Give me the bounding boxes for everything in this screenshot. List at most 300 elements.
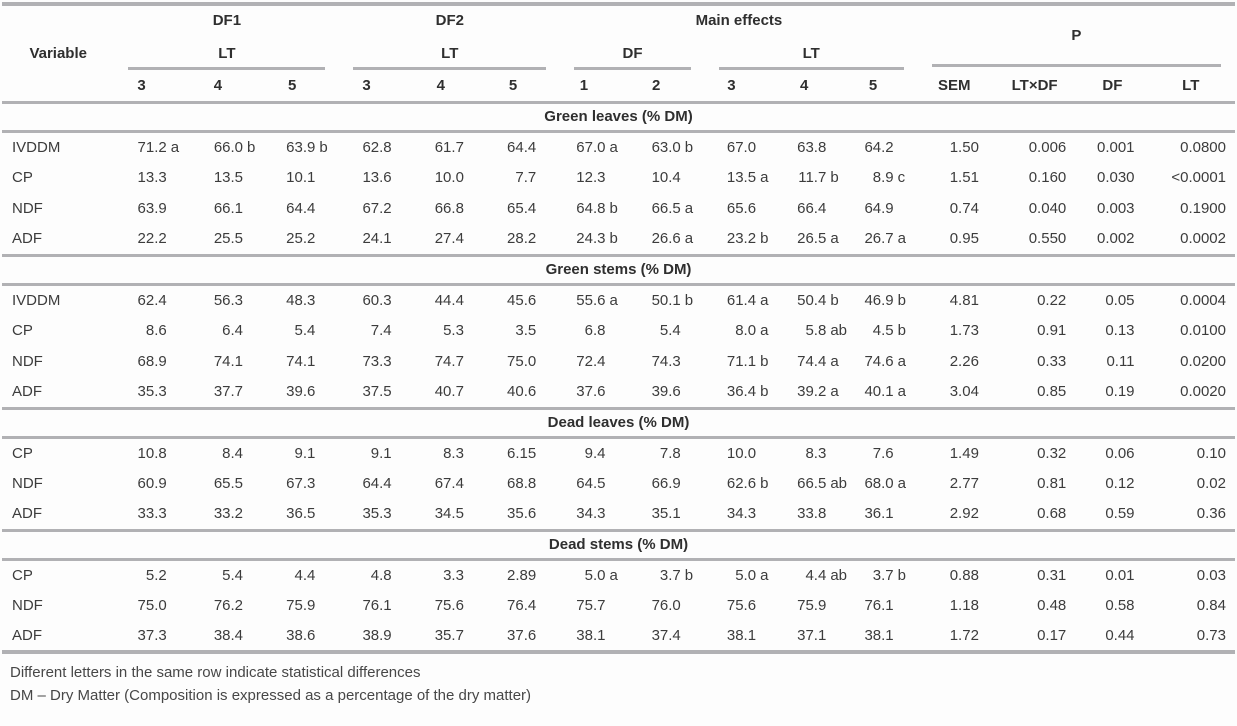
data-cell: 0.0800	[1180, 138, 1226, 156]
data-cell	[416, 559, 488, 590]
data-cell	[780, 377, 850, 408]
data-cell	[780, 193, 850, 224]
cell-value: 60.3	[362, 291, 392, 309]
cell-value: 12.3	[576, 169, 606, 186]
cell-value: 39.6	[651, 383, 681, 401]
cell-value: 35.7	[434, 627, 464, 644]
table-row	[2, 437, 1235, 468]
data-cell	[267, 559, 339, 590]
data-cell: 4.81	[949, 291, 979, 309]
data-cell	[114, 499, 190, 530]
cell-value: 5.0	[584, 566, 606, 584]
data-cell	[780, 224, 850, 255]
data-cell: 0.85	[1037, 383, 1067, 401]
table-row	[2, 193, 1235, 224]
data-cell	[630, 621, 705, 652]
data-cell: 1.50	[949, 138, 979, 156]
data-cell	[416, 377, 488, 408]
data-cell	[114, 621, 190, 652]
cell-value: 7.6	[872, 444, 894, 462]
section-title: Green stems (% DM)	[2, 255, 1235, 284]
significance-letter: b	[760, 230, 769, 248]
cell-value: 38.1	[726, 627, 757, 644]
column-header: LT×DF	[991, 70, 1078, 102]
data-cell	[267, 499, 339, 530]
data-cell	[114, 377, 190, 408]
data-cell	[114, 590, 190, 621]
section-row	[2, 530, 1235, 559]
data-cell: 0.06	[1105, 444, 1135, 462]
cell-value: 36.4	[726, 383, 757, 401]
data-cell	[339, 377, 415, 408]
cell-value: 75.0	[137, 597, 167, 614]
data-cell	[705, 437, 780, 468]
data-cell: 0.48	[1037, 597, 1067, 614]
subgroup-header-lt-df2	[339, 34, 560, 70]
data-cell	[560, 162, 629, 193]
data-cell: 0.1900	[1180, 200, 1226, 217]
lt-main-label: LT	[719, 45, 904, 70]
data-cell	[705, 468, 780, 499]
group-header-df1: DF1	[212, 11, 242, 29]
cell-value: 13.3	[137, 169, 167, 186]
data-cell	[416, 315, 488, 346]
data-cell	[114, 131, 190, 162]
data-cell	[267, 468, 339, 499]
data-cell: 0.22	[1037, 291, 1067, 309]
cell-value: 35.6	[507, 505, 537, 523]
significance-letter: b	[684, 291, 694, 309]
table-row	[2, 621, 1235, 652]
table-header	[2, 4, 1235, 102]
column-header: 4	[780, 70, 850, 102]
cell-value: 68.9	[137, 353, 167, 370]
data-cell	[705, 621, 780, 652]
cell-value: 4.5	[872, 322, 894, 339]
cell-value: 8.3	[443, 444, 464, 462]
significance-letter: b	[684, 138, 694, 156]
row-label: IVDDM	[12, 138, 61, 156]
cell-value: 65.4	[507, 200, 537, 217]
section-title: Green leaves (% DM)	[2, 102, 1235, 131]
data-cell: 3.04	[949, 383, 979, 401]
table-row	[2, 468, 1235, 499]
row-label: CP	[12, 322, 33, 339]
cell-value: 67.3	[286, 475, 316, 492]
cell-value: 63.0	[651, 138, 681, 156]
data-cell	[705, 193, 780, 224]
cell-value: 26.6	[651, 230, 681, 248]
cell-value: 75.6	[434, 597, 464, 614]
data-cell	[191, 162, 267, 193]
cell-value: 68.0	[864, 475, 894, 492]
data-cell	[267, 131, 339, 162]
data-cell: 0.003	[1096, 200, 1135, 217]
data-cell	[416, 284, 488, 315]
data-cell	[488, 468, 560, 499]
significance-letter: c	[897, 169, 906, 186]
cell-value: 74.7	[434, 353, 464, 370]
significance-letter: a	[897, 383, 906, 401]
data-cell	[488, 131, 560, 162]
column-header: 3	[705, 70, 780, 102]
data-cell	[488, 559, 560, 590]
cell-value: 28.2	[507, 230, 537, 248]
data-cell	[339, 468, 415, 499]
data-cell	[780, 499, 850, 530]
data-cell	[850, 224, 917, 255]
data-cell	[488, 224, 560, 255]
data-cell	[850, 559, 917, 590]
data-cell: 1.73	[949, 322, 979, 339]
data-cell	[488, 284, 560, 315]
cell-value: 8.9	[872, 169, 894, 186]
table-row	[2, 224, 1235, 255]
cell-value: 74.6	[864, 353, 894, 370]
cell-value: 76.1	[864, 597, 894, 614]
data-cell: 1.72	[949, 627, 979, 644]
data-cell: 0.0100	[1180, 322, 1226, 339]
significance-letter: a	[609, 566, 618, 584]
group-header-p	[918, 4, 1235, 70]
data-cell: 0.81	[1037, 475, 1067, 492]
row-label: CP	[12, 169, 33, 186]
data-cell	[191, 315, 267, 346]
row-label: ADF	[12, 627, 42, 644]
data-cell	[705, 315, 780, 346]
cell-value: 66.5	[797, 475, 827, 492]
data-cell: 0.002	[1096, 230, 1135, 248]
section-title: Dead stems (% DM)	[2, 530, 1235, 559]
cell-value: 10.4	[651, 169, 681, 186]
header-row-groups	[2, 4, 1235, 34]
significance-letter: a	[897, 475, 906, 492]
cell-value: 3.7	[659, 566, 681, 584]
cell-value: 72.4	[576, 353, 606, 370]
cell-value: 24.1	[362, 230, 392, 248]
data-cell	[416, 621, 488, 652]
cell-value: 10.1	[286, 169, 316, 186]
data-cell	[560, 621, 629, 652]
cell-value: 23.2	[726, 230, 757, 248]
data-cell	[705, 499, 780, 530]
data-cell	[780, 437, 850, 468]
cell-value: 61.4	[726, 291, 757, 309]
data-cell	[630, 131, 705, 162]
cell-value: 61.7	[434, 138, 464, 156]
cell-value: 75.7	[576, 597, 606, 614]
data-cell	[705, 284, 780, 315]
data-cell: 0.05	[1105, 291, 1135, 309]
significance-letter: ab	[830, 322, 848, 339]
data-cell: 0.32	[1037, 444, 1067, 462]
data-cell	[705, 131, 780, 162]
column-header: 1	[560, 70, 629, 102]
cell-value: 63.9	[286, 138, 316, 156]
data-cell	[191, 621, 267, 652]
data-cell	[267, 377, 339, 408]
cell-value: 24.3	[576, 230, 606, 248]
significance-letter: b	[760, 383, 769, 401]
table-row	[2, 590, 1235, 621]
lt-df2-label: LT	[353, 45, 546, 70]
significance-letter: a	[609, 291, 618, 309]
data-cell: 0.33	[1037, 353, 1067, 370]
data-cell: 0.88	[949, 566, 979, 584]
significance-letter: a	[830, 353, 839, 370]
significance-letter: b	[897, 322, 906, 339]
footnote-statistical-letters: Different letters in the same row indicate statistical differences	[10, 664, 421, 681]
data-cell	[630, 224, 705, 255]
cell-value: 39.6	[286, 383, 316, 401]
column-header: 3	[114, 70, 190, 102]
cell-value: 7.4	[370, 322, 392, 339]
cell-value: 67.4	[434, 475, 464, 492]
data-cell: 0.0002	[1180, 230, 1226, 248]
data-cell	[488, 162, 560, 193]
row-label: NDF	[12, 597, 43, 614]
cell-value: 37.6	[576, 383, 606, 401]
cell-value: 48.3	[286, 291, 316, 309]
data-cell	[850, 346, 917, 377]
group-header-main-effects: Main effects	[695, 11, 783, 29]
data-cell	[630, 468, 705, 499]
cell-value: 5.0	[735, 566, 757, 584]
cell-value: 9.1	[370, 444, 392, 462]
data-cell	[705, 377, 780, 408]
cell-value: 13.5	[726, 169, 757, 186]
data-cell	[416, 193, 488, 224]
subgroup-header-df-main	[560, 34, 705, 70]
table-row	[2, 559, 1235, 590]
data-cell	[339, 224, 415, 255]
data-cell	[339, 559, 415, 590]
significance-letter: a	[760, 291, 769, 309]
data-cell: 2.77	[949, 475, 979, 492]
data-cell	[339, 315, 415, 346]
column-header: 4	[416, 70, 488, 102]
data-cell: 0.11	[1106, 353, 1135, 370]
data-cell	[267, 193, 339, 224]
cell-value: 11.7	[798, 169, 827, 186]
data-cell: 0.10	[1196, 444, 1226, 462]
cell-value: 37.3	[137, 627, 167, 644]
cell-value: 36.1	[864, 505, 894, 523]
data-cell: 0.001	[1096, 138, 1135, 156]
significance-letter: b	[609, 200, 618, 217]
row-label: ADF	[12, 230, 42, 248]
cell-value: 5.4	[294, 322, 316, 339]
significance-letter: b	[897, 566, 906, 584]
data-cell	[560, 284, 629, 315]
data-cell	[488, 499, 560, 530]
data-cell	[630, 193, 705, 224]
data-cell	[488, 193, 560, 224]
composition-table	[2, 2, 1235, 654]
data-cell	[560, 499, 629, 530]
cell-value: 38.6	[286, 627, 316, 644]
data-cell	[560, 193, 629, 224]
data-cell	[560, 131, 629, 162]
column-header: LT	[1147, 70, 1235, 102]
cell-value: 5.8	[805, 322, 827, 339]
cell-value: 62.8	[362, 138, 392, 156]
table-row	[2, 162, 1235, 193]
cell-value: 37.7	[213, 383, 244, 401]
data-cell	[780, 468, 850, 499]
data-cell	[780, 162, 850, 193]
cell-value: 9.1	[294, 444, 316, 462]
cell-value: 37.6	[507, 627, 537, 644]
data-cell	[191, 437, 267, 468]
table-body	[2, 102, 1235, 652]
data-cell: 0.36	[1196, 505, 1226, 523]
cell-value: 38.4	[213, 627, 244, 644]
row-label: CP	[12, 444, 33, 462]
data-cell: 0.550	[1028, 230, 1067, 248]
significance-letter: a	[609, 138, 618, 156]
cell-value: 35.3	[137, 383, 167, 401]
cell-value: 5.3	[443, 322, 464, 339]
cell-value: 10.8	[137, 444, 167, 462]
cell-value: 71.2	[137, 138, 167, 156]
cell-value: 71.1	[726, 353, 757, 370]
cell-value: 7.7	[515, 169, 537, 186]
significance-letter: a	[760, 169, 769, 186]
data-cell	[416, 346, 488, 377]
row-label: ADF	[12, 505, 42, 523]
footnotes	[2, 654, 1235, 707]
data-cell: 0.74	[949, 200, 979, 217]
data-cell	[339, 621, 415, 652]
cell-value: 3.3	[443, 566, 464, 584]
cell-value: 36.5	[286, 505, 316, 523]
data-cell	[114, 437, 190, 468]
significance-letter: ab	[830, 475, 848, 492]
row-label: NDF	[12, 353, 43, 370]
data-cell: 0.73	[1196, 627, 1226, 644]
table-row	[2, 284, 1235, 315]
p-group-underline	[932, 6, 1221, 67]
data-cell: 0.030	[1096, 169, 1135, 186]
data-cell	[850, 162, 917, 193]
data-cell	[780, 315, 850, 346]
data-cell	[850, 131, 917, 162]
cell-value: 8.4	[222, 444, 244, 462]
data-cell	[560, 315, 629, 346]
data-cell: 0.03	[1196, 566, 1226, 584]
row-label: NDF	[12, 475, 43, 492]
data-cell	[191, 193, 267, 224]
data-cell	[705, 162, 780, 193]
cell-value: 74.1	[213, 353, 244, 370]
data-cell	[267, 590, 339, 621]
cell-value: 55.6	[576, 291, 606, 309]
data-cell	[850, 193, 917, 224]
cell-value: 25.5	[213, 230, 244, 248]
cell-value: 10.0	[434, 169, 464, 186]
cell-value: 66.0	[213, 138, 244, 156]
significance-letter: b	[830, 291, 839, 309]
data-cell: 0.01	[1105, 566, 1135, 584]
data-cell	[488, 621, 560, 652]
data-cell: 0.68	[1037, 505, 1067, 523]
data-cell: <0.0001	[1171, 169, 1226, 186]
table-row	[2, 315, 1235, 346]
row-label: NDF	[12, 200, 43, 217]
cell-value: 6.4	[222, 322, 244, 339]
column-header: 2	[630, 70, 705, 102]
data-cell	[630, 559, 705, 590]
data-cell: 1.18	[949, 597, 979, 614]
data-cell	[191, 284, 267, 315]
cell-value: 5.4	[659, 322, 681, 339]
data-cell	[416, 590, 488, 621]
significance-letter: a	[830, 383, 839, 401]
cell-value: 67.2	[362, 200, 392, 217]
data-cell	[416, 131, 488, 162]
data-cell: 2.92	[949, 505, 979, 523]
significance-letter: a	[830, 230, 839, 248]
cell-value: 64.4	[286, 200, 316, 217]
data-cell	[191, 224, 267, 255]
cell-value: 9.4	[584, 444, 606, 462]
data-cell	[780, 559, 850, 590]
data-cell: 1.51	[949, 169, 979, 186]
cell-value: 40.7	[434, 383, 464, 401]
table-row	[2, 499, 1235, 530]
data-cell	[850, 377, 917, 408]
cell-value: 8.6	[145, 322, 167, 339]
table-row	[2, 131, 1235, 162]
cell-value: 44.4	[434, 291, 464, 309]
data-cell: 2.26	[949, 353, 979, 370]
data-cell: 0.58	[1105, 597, 1135, 614]
cell-value: 62.6	[726, 475, 757, 492]
cell-value: 27.4	[434, 230, 464, 248]
data-cell	[705, 559, 780, 590]
data-cell	[339, 193, 415, 224]
cell-value: 26.7	[864, 230, 894, 248]
cell-value: 64.8	[576, 200, 606, 217]
data-cell: 0.13	[1105, 322, 1135, 339]
cell-value: 76.1	[362, 597, 392, 614]
cell-value: 62.4	[137, 291, 167, 309]
cell-value: 22.2	[137, 230, 167, 248]
data-cell	[850, 621, 917, 652]
significance-letter: b	[247, 138, 256, 156]
data-cell	[488, 315, 560, 346]
cell-value: 75.9	[286, 597, 316, 614]
cell-value: 64.9	[864, 200, 894, 217]
data-cell	[780, 131, 850, 162]
data-cell: 0.17	[1037, 627, 1067, 644]
data-cell	[488, 590, 560, 621]
data-cell	[630, 346, 705, 377]
cell-value: 2.89	[507, 566, 537, 584]
row-label: IVDDM	[12, 291, 61, 309]
cell-value: 74.1	[286, 353, 316, 370]
cell-value: 34.3	[726, 505, 757, 523]
significance-letter: ab	[830, 566, 848, 584]
p-group-label: P	[1071, 26, 1082, 44]
data-cell: 0.160	[1028, 169, 1067, 186]
cell-value: 64.4	[362, 475, 392, 492]
data-cell	[339, 346, 415, 377]
cell-value: 7.8	[659, 444, 681, 462]
cell-value: 33.3	[137, 505, 167, 523]
data-cell	[850, 315, 917, 346]
